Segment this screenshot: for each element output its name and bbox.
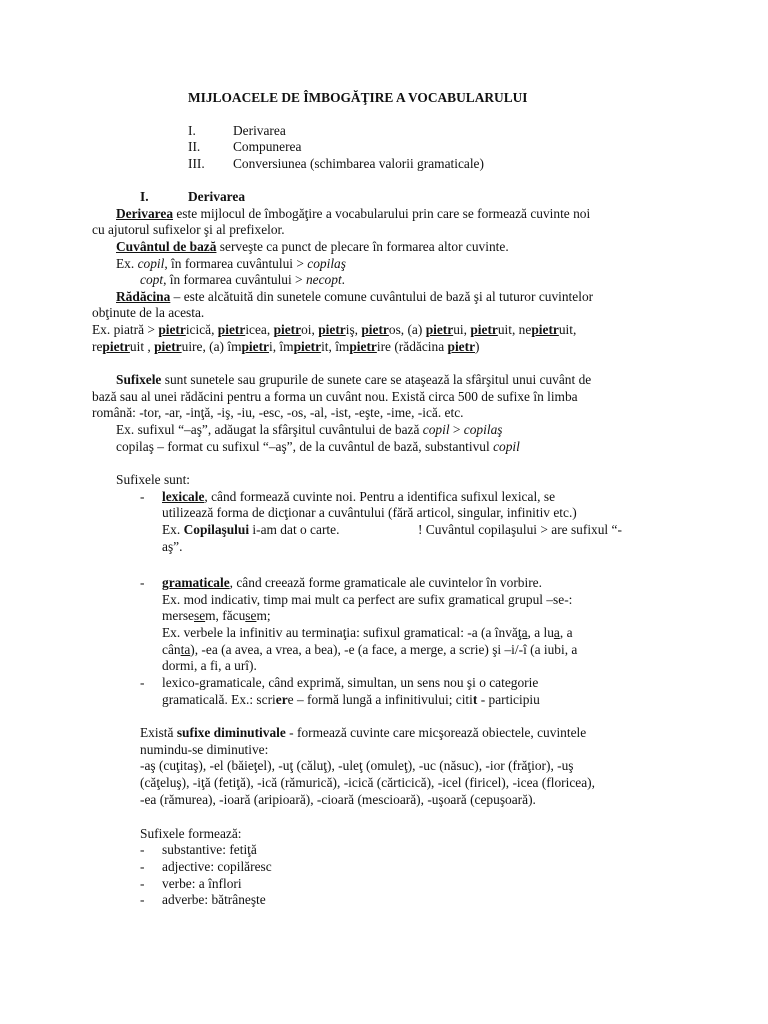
- text-segment: pietr: [158, 322, 186, 337]
- text: , când creează forme gramaticale ale cuvintelor în vorbire.: [229, 575, 542, 590]
- list-item-line: Ex. mod indicativ, timp mai mult ca perfect are sufix gramatical grupul –se-:: [162, 592, 573, 607]
- text: copilaş – format cu sufixul “–aş”, de la cuvântul de bază, substantivul: [116, 439, 494, 454]
- text-segment: m, făcu: [205, 608, 246, 623]
- example-line: [116, 255, 346, 272]
- paragraph-line: [116, 288, 593, 305]
- text-segment: pietr: [470, 322, 498, 337]
- text: copil: [493, 439, 520, 454]
- list-item-line: [162, 574, 542, 591]
- text: Ex.: [162, 522, 184, 537]
- list-item: verbe: a înflori: [162, 876, 242, 891]
- text: serveşte ca punct de plecare în formarea altor cuvinte.: [216, 239, 509, 254]
- text-segment: - participiu: [477, 692, 540, 707]
- paragraph-line: cu ajutorul sufixelor şi al prefixelor.: [92, 222, 285, 237]
- text-segment: ), -ea (a avea, a vrea, a bea), -e (a face, a merge, a scrie) şi –i/-î (a iubi, a: [190, 642, 578, 657]
- text: Ex.: [116, 256, 138, 271]
- text-segment: ţa: [517, 625, 528, 640]
- note-line: ! Cuvântul copilaşului > are sufixul “-: [418, 522, 622, 537]
- text-segment: pietr: [531, 322, 559, 337]
- text-segment: ire (rădăcina: [376, 339, 448, 354]
- list-item-line: [162, 488, 555, 505]
- text-segment: e – formă lungă a infinitivului; citi: [287, 692, 473, 707]
- toc-item-label: Derivarea: [233, 123, 286, 138]
- list-item-line: utilizează forma de dicţionar a cuvântului (fără articol, singular, infinitiv etc.): [162, 505, 577, 520]
- list-item: substantive: fetiţă: [162, 842, 257, 857]
- text: – este alcătuită din sunetele comune cuvântului de bază şi al tuturor cuvintelor: [170, 289, 594, 304]
- text: copilaş: [463, 422, 503, 437]
- text: , în formarea cuvântului >: [163, 272, 306, 287]
- text: Ex. sufixul “–aş”, adăugat la sfârşitul cuvântului de bază: [116, 422, 423, 437]
- section-title: Derivarea: [188, 189, 246, 204]
- text: copilaş: [307, 256, 346, 271]
- text-segment: se: [245, 608, 257, 623]
- list-dash: -: [140, 892, 145, 907]
- list-item-line: [162, 691, 540, 708]
- term: Cuvântul de bază: [116, 239, 217, 254]
- toc-item-num: II.: [188, 139, 201, 154]
- paragraph-line: [140, 724, 586, 741]
- text-segment: pietr: [318, 322, 346, 337]
- text-segment: oi,: [301, 322, 319, 337]
- paragraph-line: [116, 238, 509, 255]
- list-item-line: [162, 641, 577, 658]
- text: i-am dat o carte.: [249, 522, 340, 537]
- text: , în formarea cuvântului >: [164, 256, 308, 271]
- paragraph-line: [116, 205, 590, 222]
- text-segment: ta: [180, 642, 191, 657]
- text-segment: it, îm: [321, 339, 350, 354]
- list-item: adverbe: bătrâneşte: [162, 892, 266, 907]
- paragraph-line: română: -tor, -ar, -inţă, -iş, -iu, -esc, -os, -al, -ist, -eşte, -ime, -ică. etc.: [92, 405, 464, 420]
- list-dash: -: [140, 842, 145, 857]
- list-dash: -: [140, 876, 145, 891]
- toc-item-label: Conversiunea (schimbarea valorii gramaticale): [233, 156, 484, 171]
- list-dash: -: [140, 675, 145, 690]
- text: este mijlocul de îmbogăţire a vocabularului prin care se formează cuvinte noi: [173, 206, 591, 221]
- text-segment: re: [92, 339, 103, 354]
- text: Copilaşului: [183, 522, 250, 537]
- text-segment: er: [275, 692, 288, 707]
- text-segment: se: [193, 608, 206, 623]
- paragraph-line: [116, 371, 591, 388]
- text-segment: pietr: [425, 322, 454, 337]
- paragraph-line: -ea (rămurea), -ioară (aripioară), -cioară (mescioară), -uşoară (cepuşoară).: [140, 792, 536, 807]
- text-segment: pietr: [447, 339, 476, 354]
- example-line: [92, 338, 479, 355]
- term: sufixe diminutivale: [176, 725, 286, 740]
- term: gramaticale: [162, 575, 230, 590]
- list-item-line: [162, 521, 339, 538]
- text-segment: pietr: [241, 339, 269, 354]
- example-line: [140, 271, 345, 288]
- text: >: [449, 422, 464, 437]
- list-heading: Sufixele formează:: [140, 826, 242, 841]
- text: copil: [137, 256, 165, 271]
- text: sunt sunetele sau grupurile de sunete care se ataşează la sfârşitul unui cuvânt de: [161, 372, 592, 387]
- section-number: I.: [140, 189, 149, 204]
- text-segment: pietr: [102, 339, 130, 354]
- text-segment: pietr: [293, 339, 322, 354]
- page-title: MIJLOACELE DE ÎMBOGĂŢIRE A VOCABULARULUI: [188, 90, 528, 105]
- text-segment: pietr: [349, 339, 377, 354]
- list-item-line: [162, 607, 271, 624]
- text-segment: i, îm: [269, 339, 294, 354]
- toc-item-num: III.: [188, 156, 205, 171]
- list-dash: -: [140, 859, 145, 874]
- text-segment: m;: [256, 608, 271, 623]
- text-segment: gramaticală. Ex.: scri: [162, 692, 276, 707]
- paragraph-line: Sufixele sunt:: [116, 472, 191, 487]
- text-segment: pietr: [154, 339, 182, 354]
- toc-item-num: I.: [188, 123, 196, 138]
- text-segment: cân: [162, 642, 181, 657]
- paragraph-line: obţinute de la acesta.: [92, 305, 205, 320]
- text-segment: icea,: [245, 322, 274, 337]
- text: , când formează cuvinte noi. Pentru a identifica sufixul lexical, se: [204, 489, 556, 504]
- text-segment: pietr: [217, 322, 246, 337]
- text-segment: uit,: [558, 322, 577, 337]
- term: Sufixele: [116, 372, 162, 387]
- list-item-line: dormi, a fi, a urî).: [162, 658, 257, 673]
- text-segment: uit, ne: [497, 322, 532, 337]
- text-segment: , a lu: [527, 625, 554, 640]
- term: Derivarea: [116, 206, 174, 221]
- text-segment: ): [475, 339, 480, 354]
- toc-item-label: Compunerea: [233, 139, 302, 154]
- example-line: [116, 421, 502, 438]
- list-item-line: lexico-gramaticale, când exprimă, simultan, un sens nou şi o categorie: [162, 675, 539, 690]
- text-segment: Ex. verbele la infinitiv au terminaţia: sufixul gramatical: -a (a învă: [162, 625, 518, 640]
- list-item: adjective: copilăresc: [162, 859, 272, 874]
- example-line: [116, 438, 520, 455]
- text: copil: [422, 422, 450, 437]
- text-segment: a: [553, 625, 560, 640]
- note-line: aş”.: [162, 539, 183, 554]
- text-segment: t: [472, 692, 478, 707]
- list-item-line: [162, 624, 573, 641]
- text: necopt: [305, 272, 342, 287]
- term: Rădăcina: [116, 289, 171, 304]
- text-segment: ui,: [453, 322, 471, 337]
- example-line: [92, 321, 576, 338]
- text-segment: , a: [559, 625, 573, 640]
- text-segment: iş,: [345, 322, 362, 337]
- text: .: [341, 272, 346, 287]
- term: lexicale: [162, 489, 205, 504]
- text-segment: uire, (a) îm: [181, 339, 242, 354]
- text-segment: uit ,: [129, 339, 155, 354]
- paragraph-line: numindu-se diminutive:: [140, 742, 269, 757]
- text-segment: merse: [162, 608, 194, 623]
- text-segment: pietr: [361, 322, 389, 337]
- text: - formează cuvinte care micşorează obiectele, cuvintele: [285, 725, 587, 740]
- paragraph-line: -aş (cuţitaş), -el (băieţel), -uţ (căluţ), -uleţ (omuleţ), -uc (năsuc), -ior (frăţior), -uş: [140, 758, 574, 773]
- text: Există: [140, 725, 177, 740]
- text-segment: pietr: [273, 322, 302, 337]
- paragraph-line: bază sau al unei rădăcini pentru a forma un cuvânt nou. Există circa 500 de sufixe în limba: [92, 389, 578, 404]
- list-dash: -: [140, 489, 145, 504]
- list-dash: -: [140, 575, 145, 590]
- paragraph-line: (căţeluş), -iţă (fetiţă), -ică (rămurică), -icică (cărticică), -icel (firicel), -icea (floricea),: [140, 775, 595, 790]
- text: copt: [140, 272, 164, 287]
- text-segment: icică,: [185, 322, 218, 337]
- text-segment: os, (a): [388, 322, 426, 337]
- text-segment: Ex. piatră >: [92, 322, 159, 337]
